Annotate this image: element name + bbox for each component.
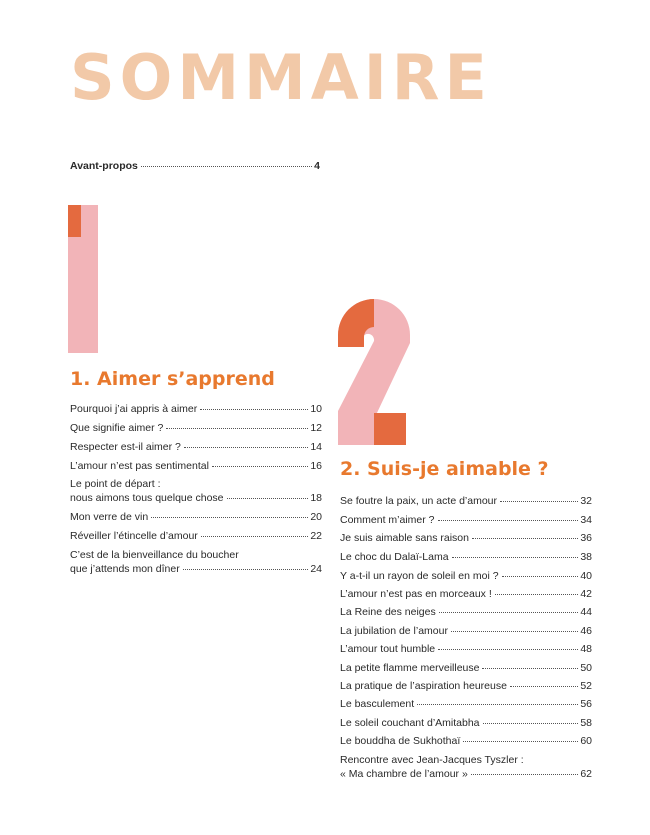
toc-entry[interactable] [340,662,592,674]
entry-page: 12 [310,422,322,434]
toc-entry[interactable] [70,441,322,453]
dot-leader [200,409,308,410]
dot-leader [227,498,309,499]
entry-page: 56 [580,698,592,710]
dot-leader [502,576,579,577]
toc-entry[interactable] [340,570,592,582]
entry-title-line1: C’est de la bienveillance du boucher [70,549,239,561]
entry-title: La Reine des neiges [340,606,436,618]
numeral-top-accent [338,299,374,347]
entry-title: L’amour tout humble [340,643,436,655]
entry-title: Y a-t-il un rayon de soleil en moi ? [340,570,499,582]
toc-entry[interactable] [70,403,322,415]
entry-title-line2: que j’attends mon dîner [70,563,180,575]
entry-page: 14 [310,441,322,453]
numeral-base-accent [374,413,406,445]
toc-entry[interactable] [340,753,592,781]
dot-leader [463,741,578,742]
entry-page: 38 [580,551,592,563]
toc-entry[interactable] [340,680,592,692]
dot-leader [452,557,579,558]
entry-title: L’amour n’est pas sentimental [70,460,209,472]
entry-page: 32 [580,495,592,507]
dot-leader [151,517,308,518]
dot-leader [483,723,579,724]
toc-entry[interactable] [70,477,322,505]
entry-title: L’amour n’est pas en morceaux ! [340,588,492,600]
dot-leader [141,166,312,167]
entry-title-line1: Le point de départ : [70,478,161,490]
entry-title: Le soleil couchant d’Amitabha [340,717,480,729]
part1-numeral [68,205,102,353]
toc-entry[interactable] [70,422,322,434]
entry-title: Le choc du Dalaï-Lama [340,551,449,563]
entry-title: Pourquoi j’ai appris à aimer [70,403,198,415]
entry-page: 44 [580,606,592,618]
entry-page: 58 [580,717,592,729]
entry-title: Le bouddha de Sukhothaï [340,735,461,747]
entry-title: Que signifie aimer ? [70,422,164,434]
toc-entry[interactable] [340,698,592,710]
toc-entry[interactable] [340,606,592,618]
entry-page: 50 [580,662,592,674]
dot-leader [166,428,308,429]
entry-page: 36 [580,532,592,544]
dot-leader [183,569,309,570]
entry-title: La pratique de l’aspiration heureuse [340,680,507,692]
entry-page: 4 [314,160,320,172]
entry-page: 18 [310,492,322,504]
entry-title: Avant-propos [70,160,138,172]
entry-title-line1: Rencontre avec Jean-Jacques Tyszler : [340,754,524,766]
entry-page: 52 [580,680,592,692]
dot-leader [439,612,579,613]
dot-leader [212,466,308,467]
dot-leader [438,649,578,650]
entry-title: Mon verre de vin [70,511,149,523]
entry-title: Réveiller l’étincelle d’amour [70,530,198,542]
entry-title-line2: nous aimons tous quelque chose [70,492,224,504]
entry-title-line2: « Ma chambre de l’amour » [340,768,468,780]
entry-title: Se foutre la paix, un acte d’amour [340,495,498,507]
toc-entry[interactable] [70,460,322,472]
dot-leader [451,631,578,632]
toc-entry[interactable] [340,735,592,747]
dot-leader [471,774,579,775]
entry-page: 20 [310,511,322,523]
part2-heading: 2. Suis-je aimable ? [340,458,549,480]
entry-page: 10 [310,403,322,415]
entry-page: 22 [310,530,322,542]
dot-leader [438,520,579,521]
entry-page: 48 [580,643,592,655]
toc-entry[interactable] [340,588,592,600]
toc-entry[interactable] [70,548,322,576]
toc-entry[interactable] [340,625,592,637]
toc-entry[interactable] [340,532,592,544]
entry-title: Le basculement [340,698,415,710]
toc-entry[interactable] [340,717,592,729]
numeral-accent [68,205,81,237]
entry-title: Comment m’aimer ? [340,514,435,526]
entry-page: 24 [310,563,322,575]
dot-leader [184,447,308,448]
part2-numeral [338,295,410,445]
dot-leader [201,536,309,537]
entry-title: La jubilation de l’amour [340,625,448,637]
entry-page: 62 [580,768,592,780]
dot-leader [495,594,579,595]
entry-page: 60 [580,735,592,747]
toc-entry[interactable] [70,511,322,523]
toc-entry[interactable] [70,530,322,542]
entry-title: Respecter est-il aimer ? [70,441,181,453]
entry-page: 46 [580,625,592,637]
entry-title: La petite flamme merveilleuse [340,662,480,674]
entry-page: 16 [310,460,322,472]
dot-leader [417,704,578,705]
dot-leader [472,538,578,539]
dot-leader [500,501,578,502]
toc-entry-avant-propos[interactable] [70,160,320,172]
entry-page: 40 [580,570,592,582]
toc-entry[interactable] [340,551,592,563]
toc-entry[interactable] [340,643,592,655]
toc-entry[interactable] [340,514,592,526]
entry-page: 34 [580,514,592,526]
entry-page: 42 [580,588,592,600]
entry-title: Je suis aimable sans raison [340,532,469,544]
dot-leader [510,686,578,687]
toc-entry[interactable] [340,495,592,507]
part1-heading: 1. Aimer s’apprend [70,368,275,390]
dot-leader [482,668,578,669]
page-title: SOMMAIRE [70,41,492,114]
